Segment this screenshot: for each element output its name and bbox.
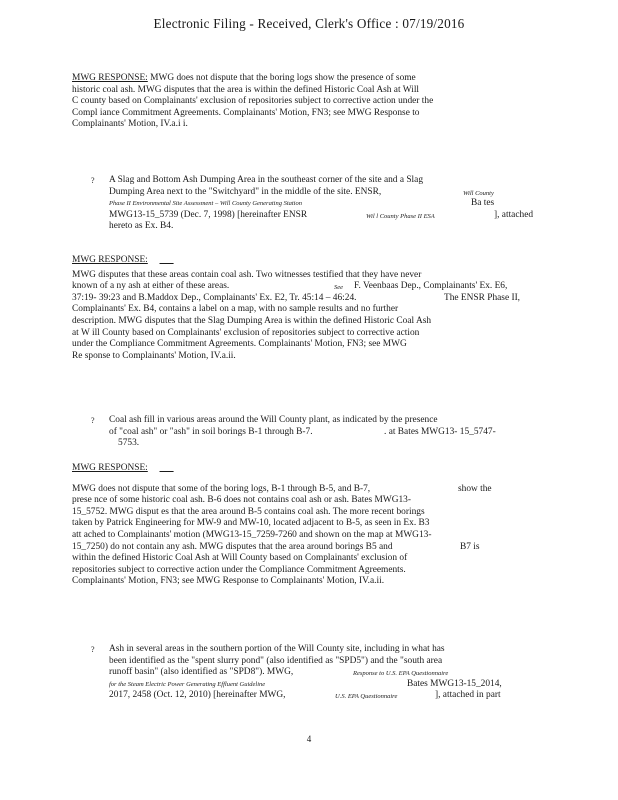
bullet-marker: ? (91, 176, 95, 185)
list-item-2: Coal ash fill in various areas around the Will County plant, as indicated by the presence of "coal ash" or "ash" in soil borings B-1 through B-7. . at Bates MWG13- 15_5747- 5753. (109, 415, 496, 449)
response-label: MWG RESPONSE: (72, 73, 148, 83)
response-paragraph-3: MWG RESPONSE: MWG does not dispute that some of the boring logs, B-1 through B-5, and B-7, show the prese nce of some historic coal ash. B-6 does not contains coal ash or ash. Bates MWG13- 15_5752. MWG disput es that the area around B-5 contains coal ash. The more recent borings taken by Patrick Engineering for MW-9 and MW-10, located adjacent to B-5, as seen in Ex. B3 att ached to Complainants' motion (MWG13-15_7259-7260 and shown on the map at MWG13- 15_7250) do not contain any ash. MWG disputes that the area around borings B5 and B7 is within the defined Historic Coal Ash at Will County based on Complainants' exclusion of repositories subject to corrective action under the Compliance Commitment Agreements. Complainants' Motion, FN3; see MWG Response to Complainants' Motion, IV.a.ii. (72, 463, 492, 587)
bullet-marker: ? (91, 416, 95, 425)
list-item-1: A Slag and Bottom Ash Dumping Area in the southeast corner of the site and a Slag Dumping Area next to the "Switchyard" in the middle of the site. ENSR, Will County Phase II Environmental Site Assessment – Will County Generating Station Ba tes MWG13-15_5739 (Dec. 7, 1998) [hereinafter ENSR Wil l County Phase II ESA ], attached hereto as Ex. B4. (109, 175, 534, 232)
filing-header: Electronic Filing - Received, Clerk's Office : 07/19/2016 (153, 16, 465, 31)
response-label: MWG RESPONSE: (72, 255, 148, 265)
list-item-3: Ash in several areas in the southern portion of the Will County site, including in what has been identified as the "spent slurry pond" (also identified as "SPD5") and the "south area runoff basin" (also identified as "SPD8"). MWG, Response to U.S. EPA Questionnaire for the Steam Electric Power Generating Effluent Guideline Bates MWG13-15_2014, 2017, 2458 (Oct. 12, 2010) [hereinafter MWG, U.S. EPA Questionnaire ], attached in part (109, 644, 502, 701)
response-label: MWG RESPONSE: (72, 463, 148, 473)
response-paragraph-1: MWG RESPONSE: MWG does not dispute that the boring logs show the presence of some historic coal ash. MWG disputes that the area is within the defined Historic Coal Ash at Will C county based on Complainants' exclusion of repositories subject to corrective action under the Compl iance Commitment Agreements. Complainants' Motion, FN3; see MWG Response to Complainants' Motion, IV.a.i i. (72, 73, 434, 130)
bullet-marker: ? (91, 645, 95, 654)
page-number: 4 (306, 734, 312, 744)
response-paragraph-2: MWG RESPONSE: MWG disputes that these areas contain coal ash. Two witnesses testified that they have never known of a ny ash at either of these areas. See F. Veenbaas Dep., Complainants' Ex. E6, 37:19- 39:23 and B.Maddox Dep., Complainants' Ex. E2, Tr. 45:14 – 46:24. The ENSR Phase II, Complainants' Ex. B4, contains a label on a map, with no sample results and no further description. MWG disputes that the Slag Dumping Area is within the defined Historic Coal Ash at W ill County based on Complainants' exclusion of repositories subject to corrective action under the Compliance Commitment Agreements. Complainants' Motion, FN3; see MWG Re sponse to Complainants' Motion, IV.a.ii. (72, 255, 521, 361)
